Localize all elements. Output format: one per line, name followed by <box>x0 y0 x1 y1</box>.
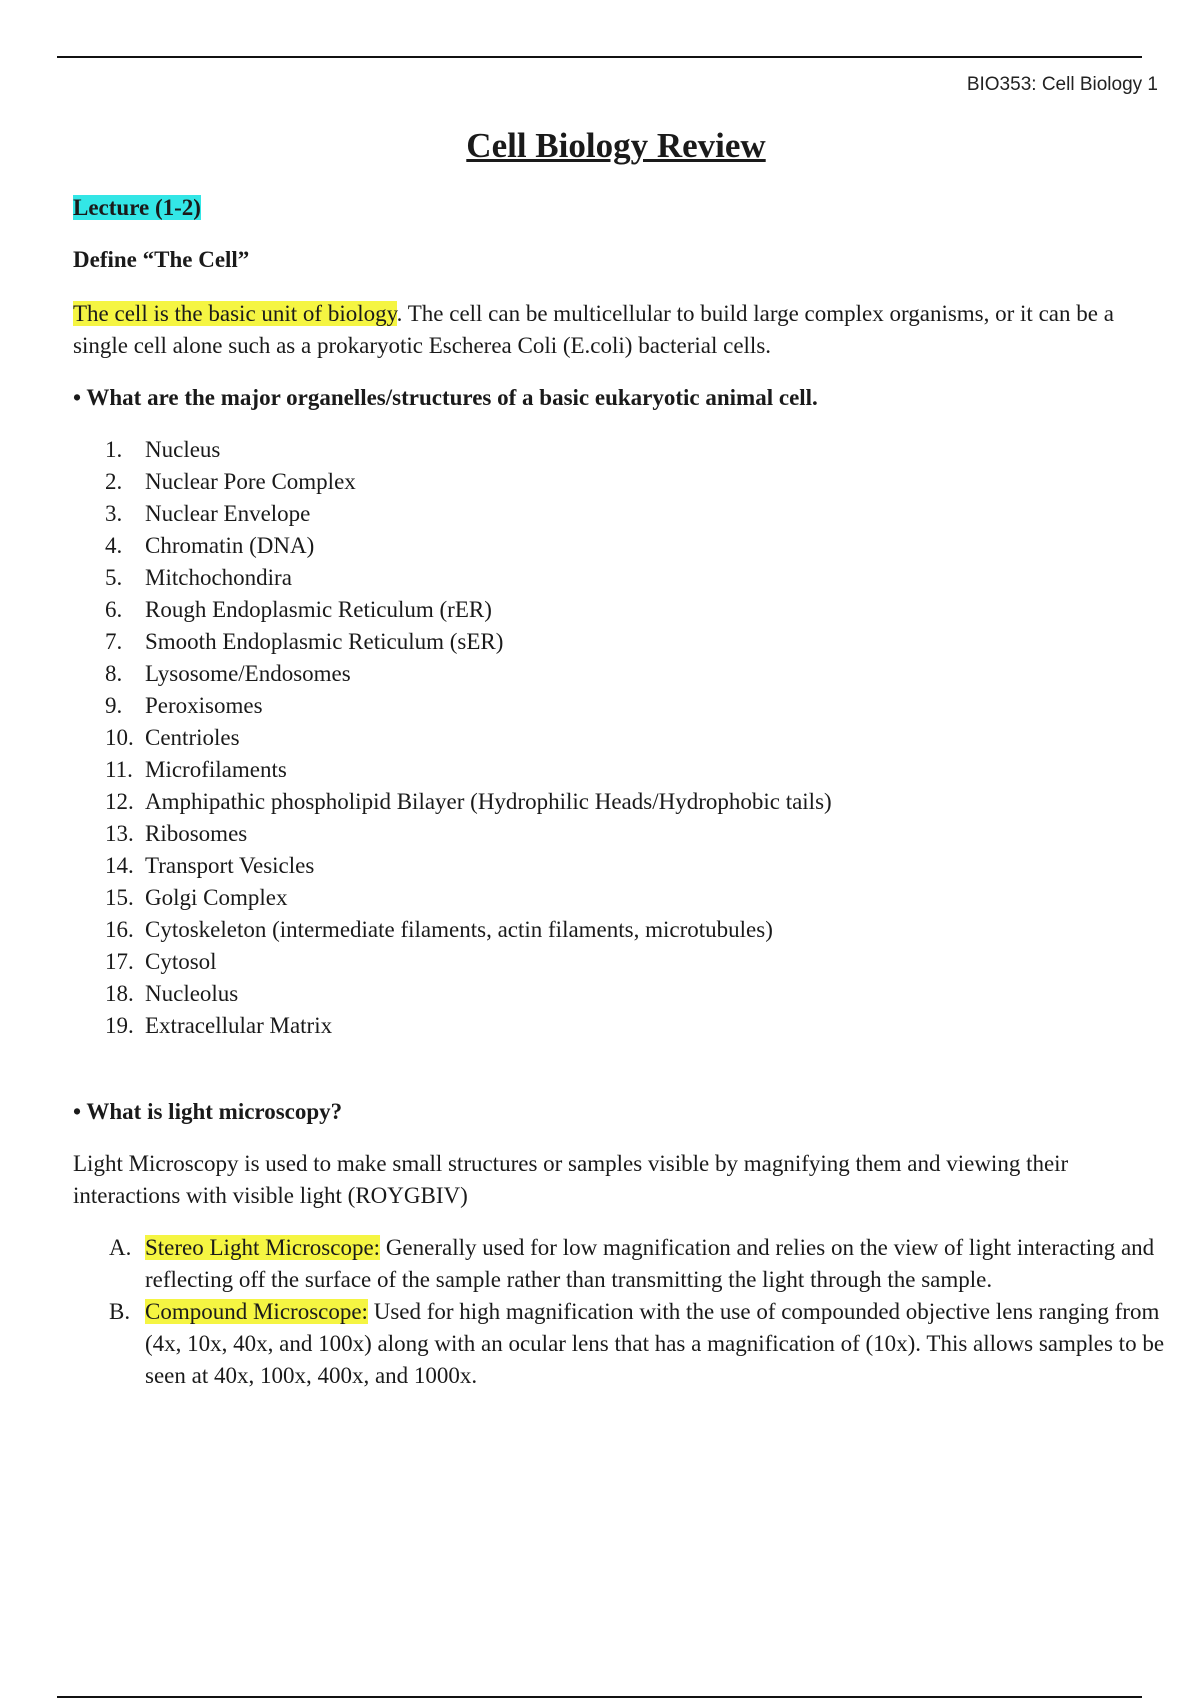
list-item-label: Extracellular Matrix <box>145 1013 333 1038</box>
list-item <box>73 530 832 562</box>
list-item-label: Microfilaments <box>145 757 287 782</box>
list-item-label: Ribosomes <box>145 821 248 846</box>
microscope-item <box>73 1296 1165 1392</box>
cell-definition <box>73 298 1163 362</box>
list-item <box>73 818 832 850</box>
microscope-text: Used for high magnification with the use of compounded objective lens ranging from (4x, 10x, 40x, and 100x) along with an ocular lens that has a magnification of (10x). This allows samples to be seen at 40x, 100x, 400x, and 1000x. <box>145 1299 1165 1388</box>
list-item <box>73 978 832 1010</box>
list-item-label: Cytosol <box>145 949 217 974</box>
list-item-number: 10. <box>105 725 134 750</box>
list-item-number: 19. <box>105 1013 134 1038</box>
list-item-number: 14. <box>105 853 134 878</box>
page-title: Cell Biology Review <box>466 126 766 165</box>
microscope-name: Compound Microscope: <box>145 1299 368 1324</box>
list-item <box>73 466 832 498</box>
list-item-number: 16. <box>105 917 134 942</box>
list-item-label: Chromatin (DNA) <box>145 533 315 558</box>
list-item <box>73 626 832 658</box>
list-item <box>73 594 832 626</box>
list-item-number: 7. <box>105 629 123 654</box>
list-item <box>73 946 832 978</box>
microscope-letter: A. <box>109 1235 132 1260</box>
list-item-label: Golgi Complex <box>145 885 288 910</box>
list-item-number: 11. <box>105 757 133 782</box>
list-item-number: 8. <box>105 661 123 686</box>
list-item-number: 2. <box>105 469 123 494</box>
organelles-question: • What are the major organelles/structures of a basic eukaryotic animal cell. <box>73 385 818 410</box>
list-item-number: 3. <box>105 501 123 526</box>
list-item <box>73 786 832 818</box>
list-item-label: Peroxisomes <box>145 693 263 718</box>
list-item-label: Cytoskeleton (intermediate filaments, actin filaments, microtubules) <box>145 917 773 942</box>
list-item <box>73 914 832 946</box>
course-header: BIO353: Cell Biology 1 <box>966 74 1158 95</box>
list-item-number: 12. <box>105 789 134 814</box>
list-item-number: 5. <box>105 565 123 590</box>
cell-definition-highlight: The cell is the basic unit of biology <box>73 301 397 326</box>
list-item <box>73 658 832 690</box>
list-item-label: Transport Vesicles <box>145 853 315 878</box>
list-item-label: Nuclear Envelope <box>145 501 311 526</box>
list-item-label: Nuclear Pore Complex <box>145 469 356 494</box>
list-item-number: 1. <box>105 437 123 462</box>
lecture-highlight: Lecture (1-2) <box>73 195 201 220</box>
microscope-description <box>145 1296 1165 1392</box>
list-item-number: 9. <box>105 693 123 718</box>
footer-rule <box>57 1696 1142 1698</box>
define-heading: Define “The Cell” <box>73 247 250 272</box>
list-item <box>73 850 832 882</box>
list-item-label: Mitchochondira <box>145 565 292 590</box>
list-item-label: Amphipathic phospholipid Bilayer (Hydrophilic Heads/Hydrophobic tails) <box>145 789 832 814</box>
list-item-label: Centrioles <box>145 725 240 750</box>
list-item-number: 17. <box>105 949 134 974</box>
list-item-label: Lysosome/Endosomes <box>145 661 351 686</box>
list-item <box>73 434 832 466</box>
list-item-label: Rough Endoplasmic Reticulum (rER) <box>145 597 492 622</box>
list-item-number: 4. <box>105 533 123 558</box>
microscope-item <box>73 1232 1165 1296</box>
lecture-label <box>73 192 1163 224</box>
list-item-label: Nucleolus <box>145 981 239 1006</box>
microscopy-question: • What is light microscopy? <box>73 1099 343 1124</box>
cell-definition-text: . The cell can be multicellular to build large complex organisms, or it can be a single cell alone such as a prokaryotic Escherea Coli (E.coli) bacterial cells. <box>73 301 1114 358</box>
list-item <box>73 754 832 786</box>
organelle-list <box>73 434 832 1042</box>
list-item <box>73 562 832 594</box>
list-item-number: 15. <box>105 885 134 910</box>
list-item-number: 18. <box>105 981 134 1006</box>
microscope-text: Generally used for low magnification and relies on the view of light interacting and reflecting off the surface of the sample rather than transmitting the light through the sample. <box>145 1235 1155 1292</box>
list-item <box>73 722 832 754</box>
microscope-letter: B. <box>109 1299 131 1324</box>
microscope-name: Stereo Light Microscope: <box>145 1235 381 1260</box>
list-item-number: 6. <box>105 597 123 622</box>
list-item <box>73 882 832 914</box>
list-item <box>73 690 832 722</box>
list-item <box>73 1010 832 1042</box>
microscope-description <box>145 1232 1165 1296</box>
microscopy-intro: Light Microscopy is used to make small structures or samples visible by magnifying them and viewing their interactions with visible light (ROYGBIV) <box>73 1151 1069 1208</box>
list-item-number: 13. <box>105 821 134 846</box>
header-rule <box>57 56 1142 58</box>
list-item <box>73 498 832 530</box>
list-item-label: Smooth Endoplasmic Reticulum (sER) <box>145 629 504 654</box>
microscope-list <box>73 1232 1165 1392</box>
list-item-label: Nucleus <box>145 437 221 462</box>
